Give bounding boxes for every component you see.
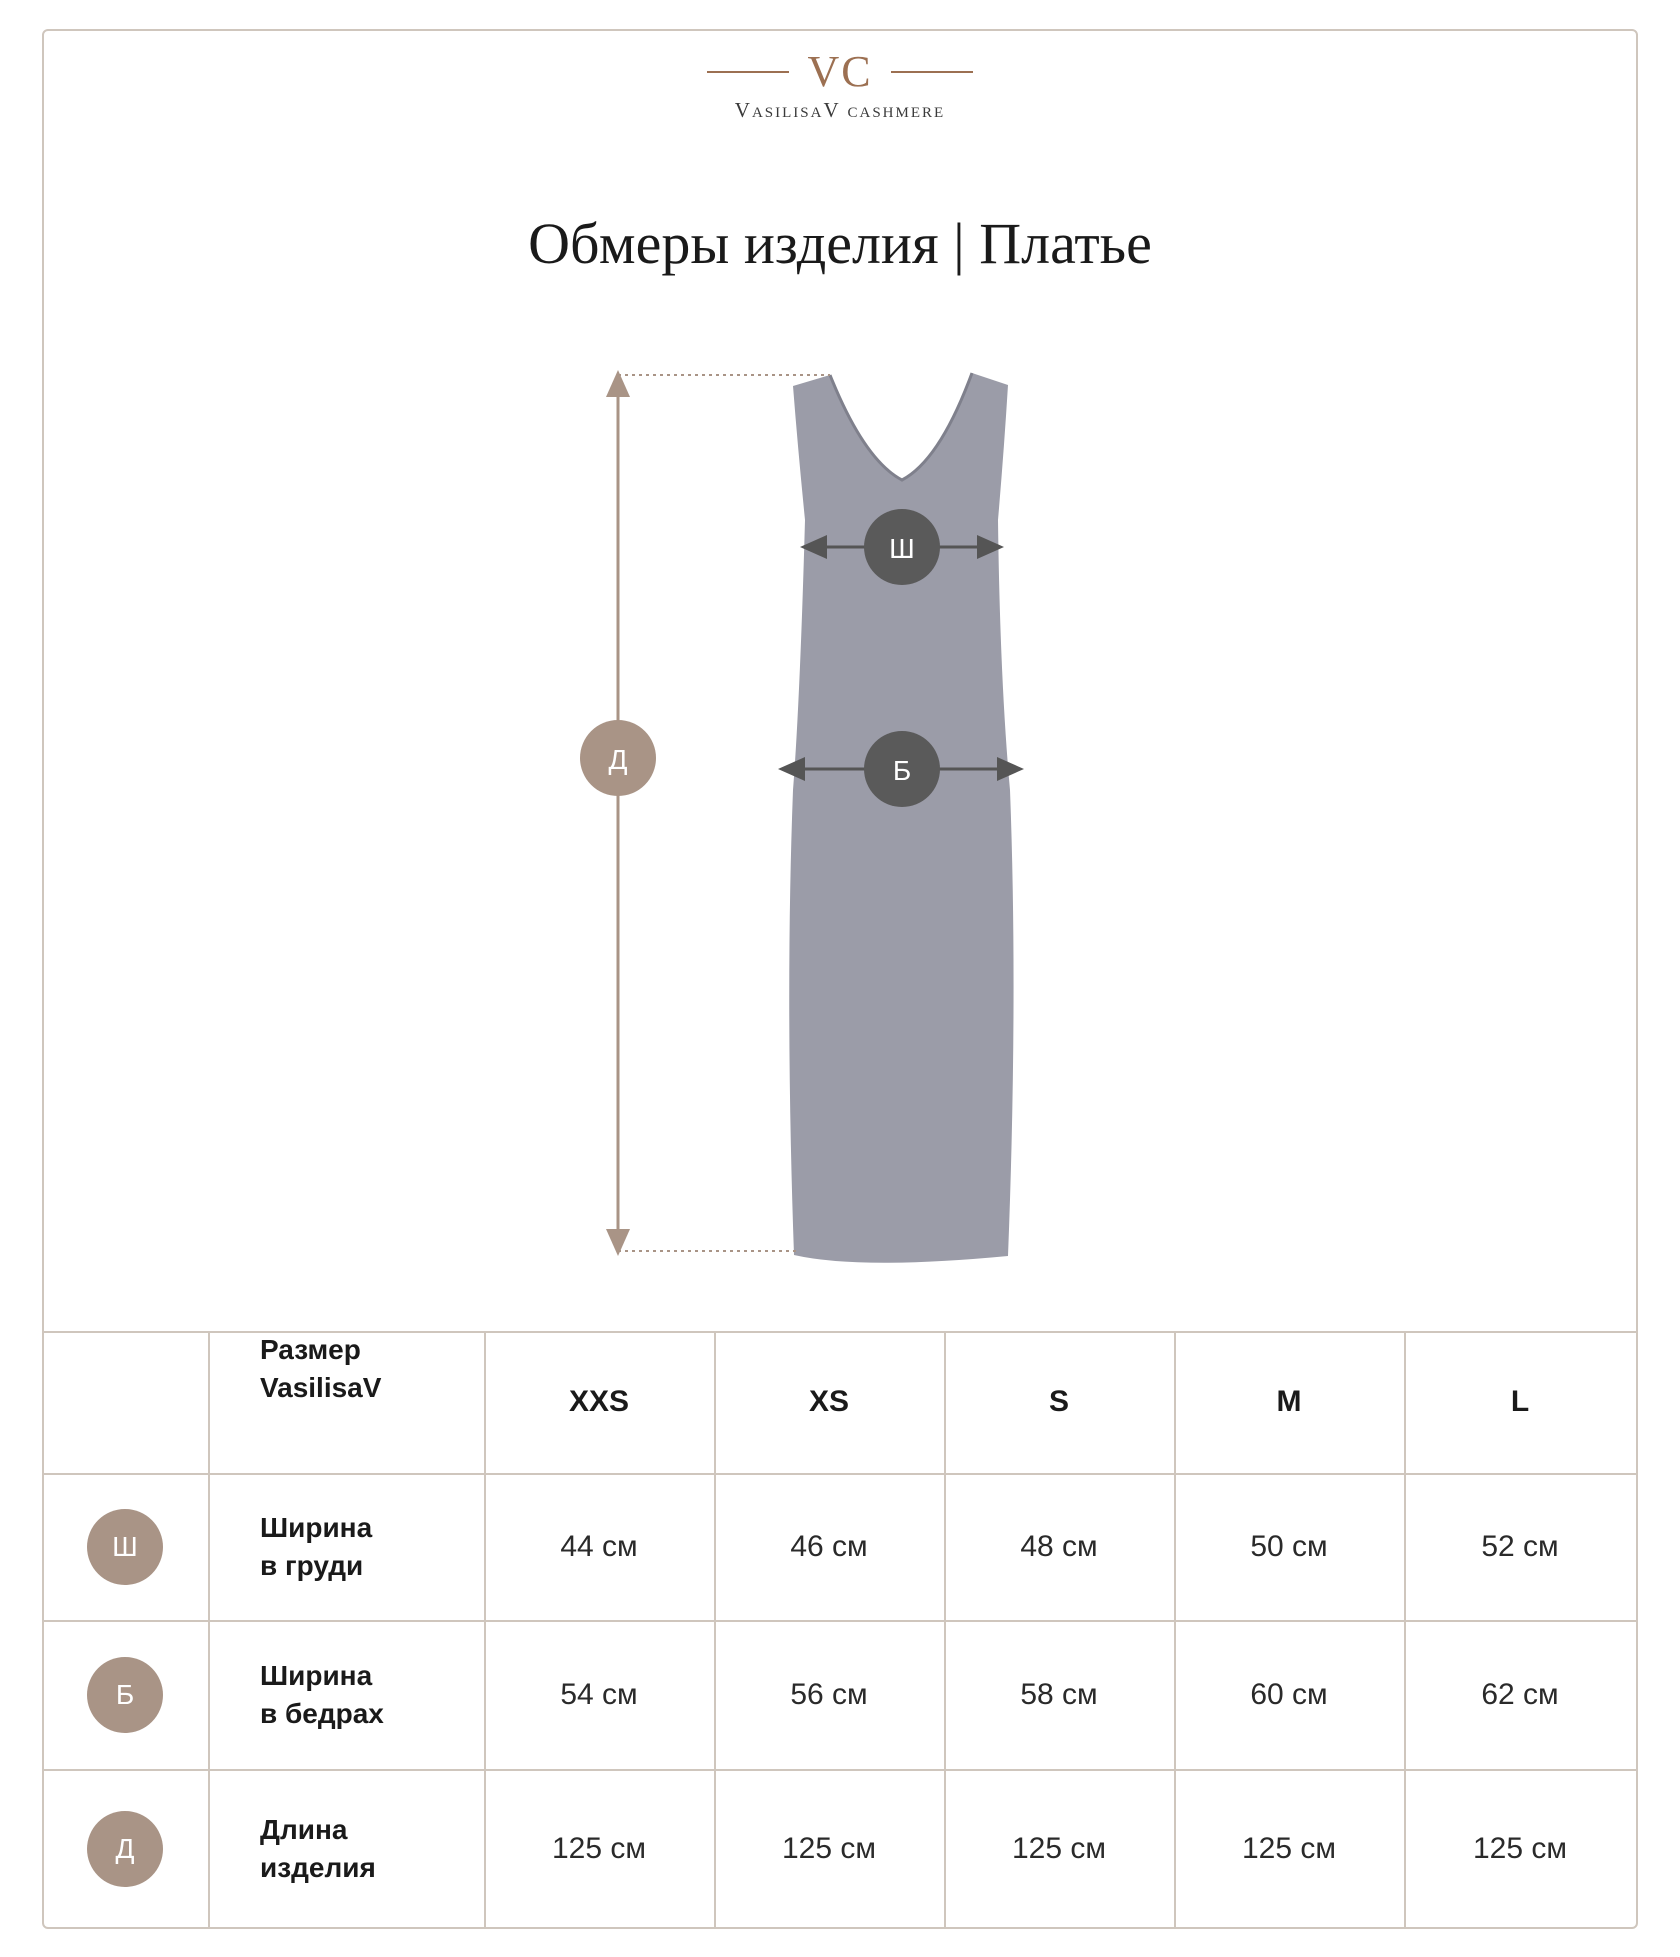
table-cell: 58 см [1020,1677,1098,1711]
logo-mark: VC [807,47,873,96]
header-label-line2: VasilisaV [260,1372,382,1403]
size-header: XXS [568,1385,630,1418]
hips-marker-label: Б [892,755,912,786]
row-label-line2: в груди [260,1549,364,1581]
row-label-line2: изделия [260,1852,376,1883]
row-label-line1: Ширина [260,1659,373,1691]
row-label-line1: Ширина [260,1511,373,1543]
row-label-line2: в бедрах [260,1697,384,1729]
size-header: M [1276,1385,1302,1418]
brand-name: VasilisaV cashmere [734,98,946,122]
table-cell: 125 см [1241,1832,1336,1865]
size-table [42,1331,1636,1929]
hips-badge: Б [87,1657,163,1733]
dress-silhouette [789,373,1013,1263]
table-cell: 44 см [560,1529,638,1563]
table-cell: 125 см [781,1832,876,1865]
page-title: Обмеры изделия | Платье [528,211,1152,276]
table-cell: 54 см [560,1677,638,1711]
length-marker-label: Д [608,744,628,775]
table-header-label [208,1331,484,1473]
table-cell: 125 см [1011,1832,1106,1865]
table-cell: 52 см [1481,1529,1559,1563]
row-marker-cell [42,1473,208,1620]
table-cell: 125 см [551,1832,646,1865]
table-cell: 125 см [1472,1832,1567,1865]
size-header: XS [808,1385,850,1418]
size-header: S [1048,1385,1069,1418]
row-label-line1: Длина [260,1814,348,1845]
row-marker-cell [42,1620,208,1769]
length-badge: Д [87,1811,163,1887]
table-cell: 60 см [1250,1677,1328,1711]
chest-marker-label: Ш [889,533,915,564]
row-label [208,1769,484,1929]
row-label [208,1620,484,1769]
size-header: L [1510,1385,1530,1418]
chest-badge: Ш [87,1509,163,1585]
table-cell: 50 см [1250,1529,1328,1563]
header-label-line1: Размер [260,1334,361,1365]
table-cell: 56 см [790,1677,868,1711]
table-cell: 62 см [1481,1677,1559,1711]
table-cell: 46 см [790,1529,868,1563]
row-label [208,1473,484,1620]
row-marker-cell [42,1769,208,1929]
table-cell: 48 см [1020,1529,1098,1563]
